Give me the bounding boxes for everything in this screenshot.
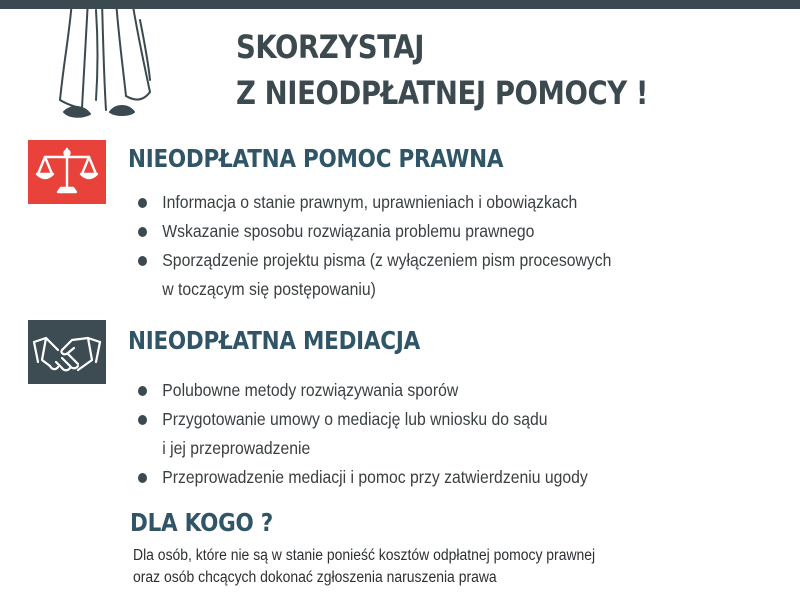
list-item — [138, 246, 611, 304]
list-item-text-continued: w toczącym się postępowaniu) — [162, 279, 376, 299]
list-item — [138, 188, 611, 217]
page-headline — [236, 24, 648, 116]
who-description-line-2: oraz osób chcących dokonać zgłoszenia naruszenia prawa — [133, 569, 497, 586]
legal-aid-icon-box — [28, 140, 106, 204]
bullet-icon — [138, 227, 147, 237]
section-title-who: DLA KOGO ? — [130, 508, 273, 537]
bullet-icon — [138, 198, 147, 208]
list-item-text-continued: i jej przeprowadzenie — [162, 438, 311, 458]
list-item — [138, 405, 588, 463]
list-item — [138, 376, 588, 405]
section-title-mediation: NIEODPŁATNA MEDIACJA — [128, 326, 420, 355]
mediation-list — [138, 376, 638, 492]
mediation-icon-box — [28, 320, 106, 384]
list-item-text: Przygotowanie umowy o mediację lub wniosku do sądu — [162, 409, 548, 429]
bullet-icon — [138, 415, 147, 425]
bullet-icon — [138, 473, 147, 483]
section-title-legal-aid: NIEODPŁATNA POMOC PRAWNA — [128, 144, 504, 173]
list-item-text: Przeprowadzenie mediacji i pomoc przy zatwierdzeniu ugody — [162, 467, 588, 487]
who-description — [133, 545, 595, 589]
list-item-text: Polubowne metody rozwiązywania sporów — [162, 380, 459, 400]
list-item — [138, 217, 611, 246]
handshake-icon — [28, 320, 106, 384]
list-item-text: Sporządzenie projektu pisma (z wyłączeniem pism procesowych — [162, 250, 612, 270]
legal-aid-list — [138, 188, 664, 304]
who-description-line-1: Dla osób, które nie są w stanie ponieść kosztów odpłatnej pomocy prawnej — [133, 547, 596, 564]
headline-line-2: Z NIEODPŁATNEJ POMOCY ! — [236, 74, 648, 112]
headline-line-1: SKORZYSTAJ — [236, 28, 425, 66]
bullet-icon — [138, 256, 147, 266]
bullet-icon — [138, 386, 147, 396]
list-item-text: Wskazanie sposobu rozwiązania problemu prawnego — [162, 221, 535, 241]
lady-justice-figure-icon — [40, 0, 170, 125]
scales-icon — [28, 140, 106, 204]
list-item-text: Informacja o stanie prawnym, uprawnieniach i obowiązkach — [162, 192, 578, 212]
list-item — [138, 463, 588, 492]
